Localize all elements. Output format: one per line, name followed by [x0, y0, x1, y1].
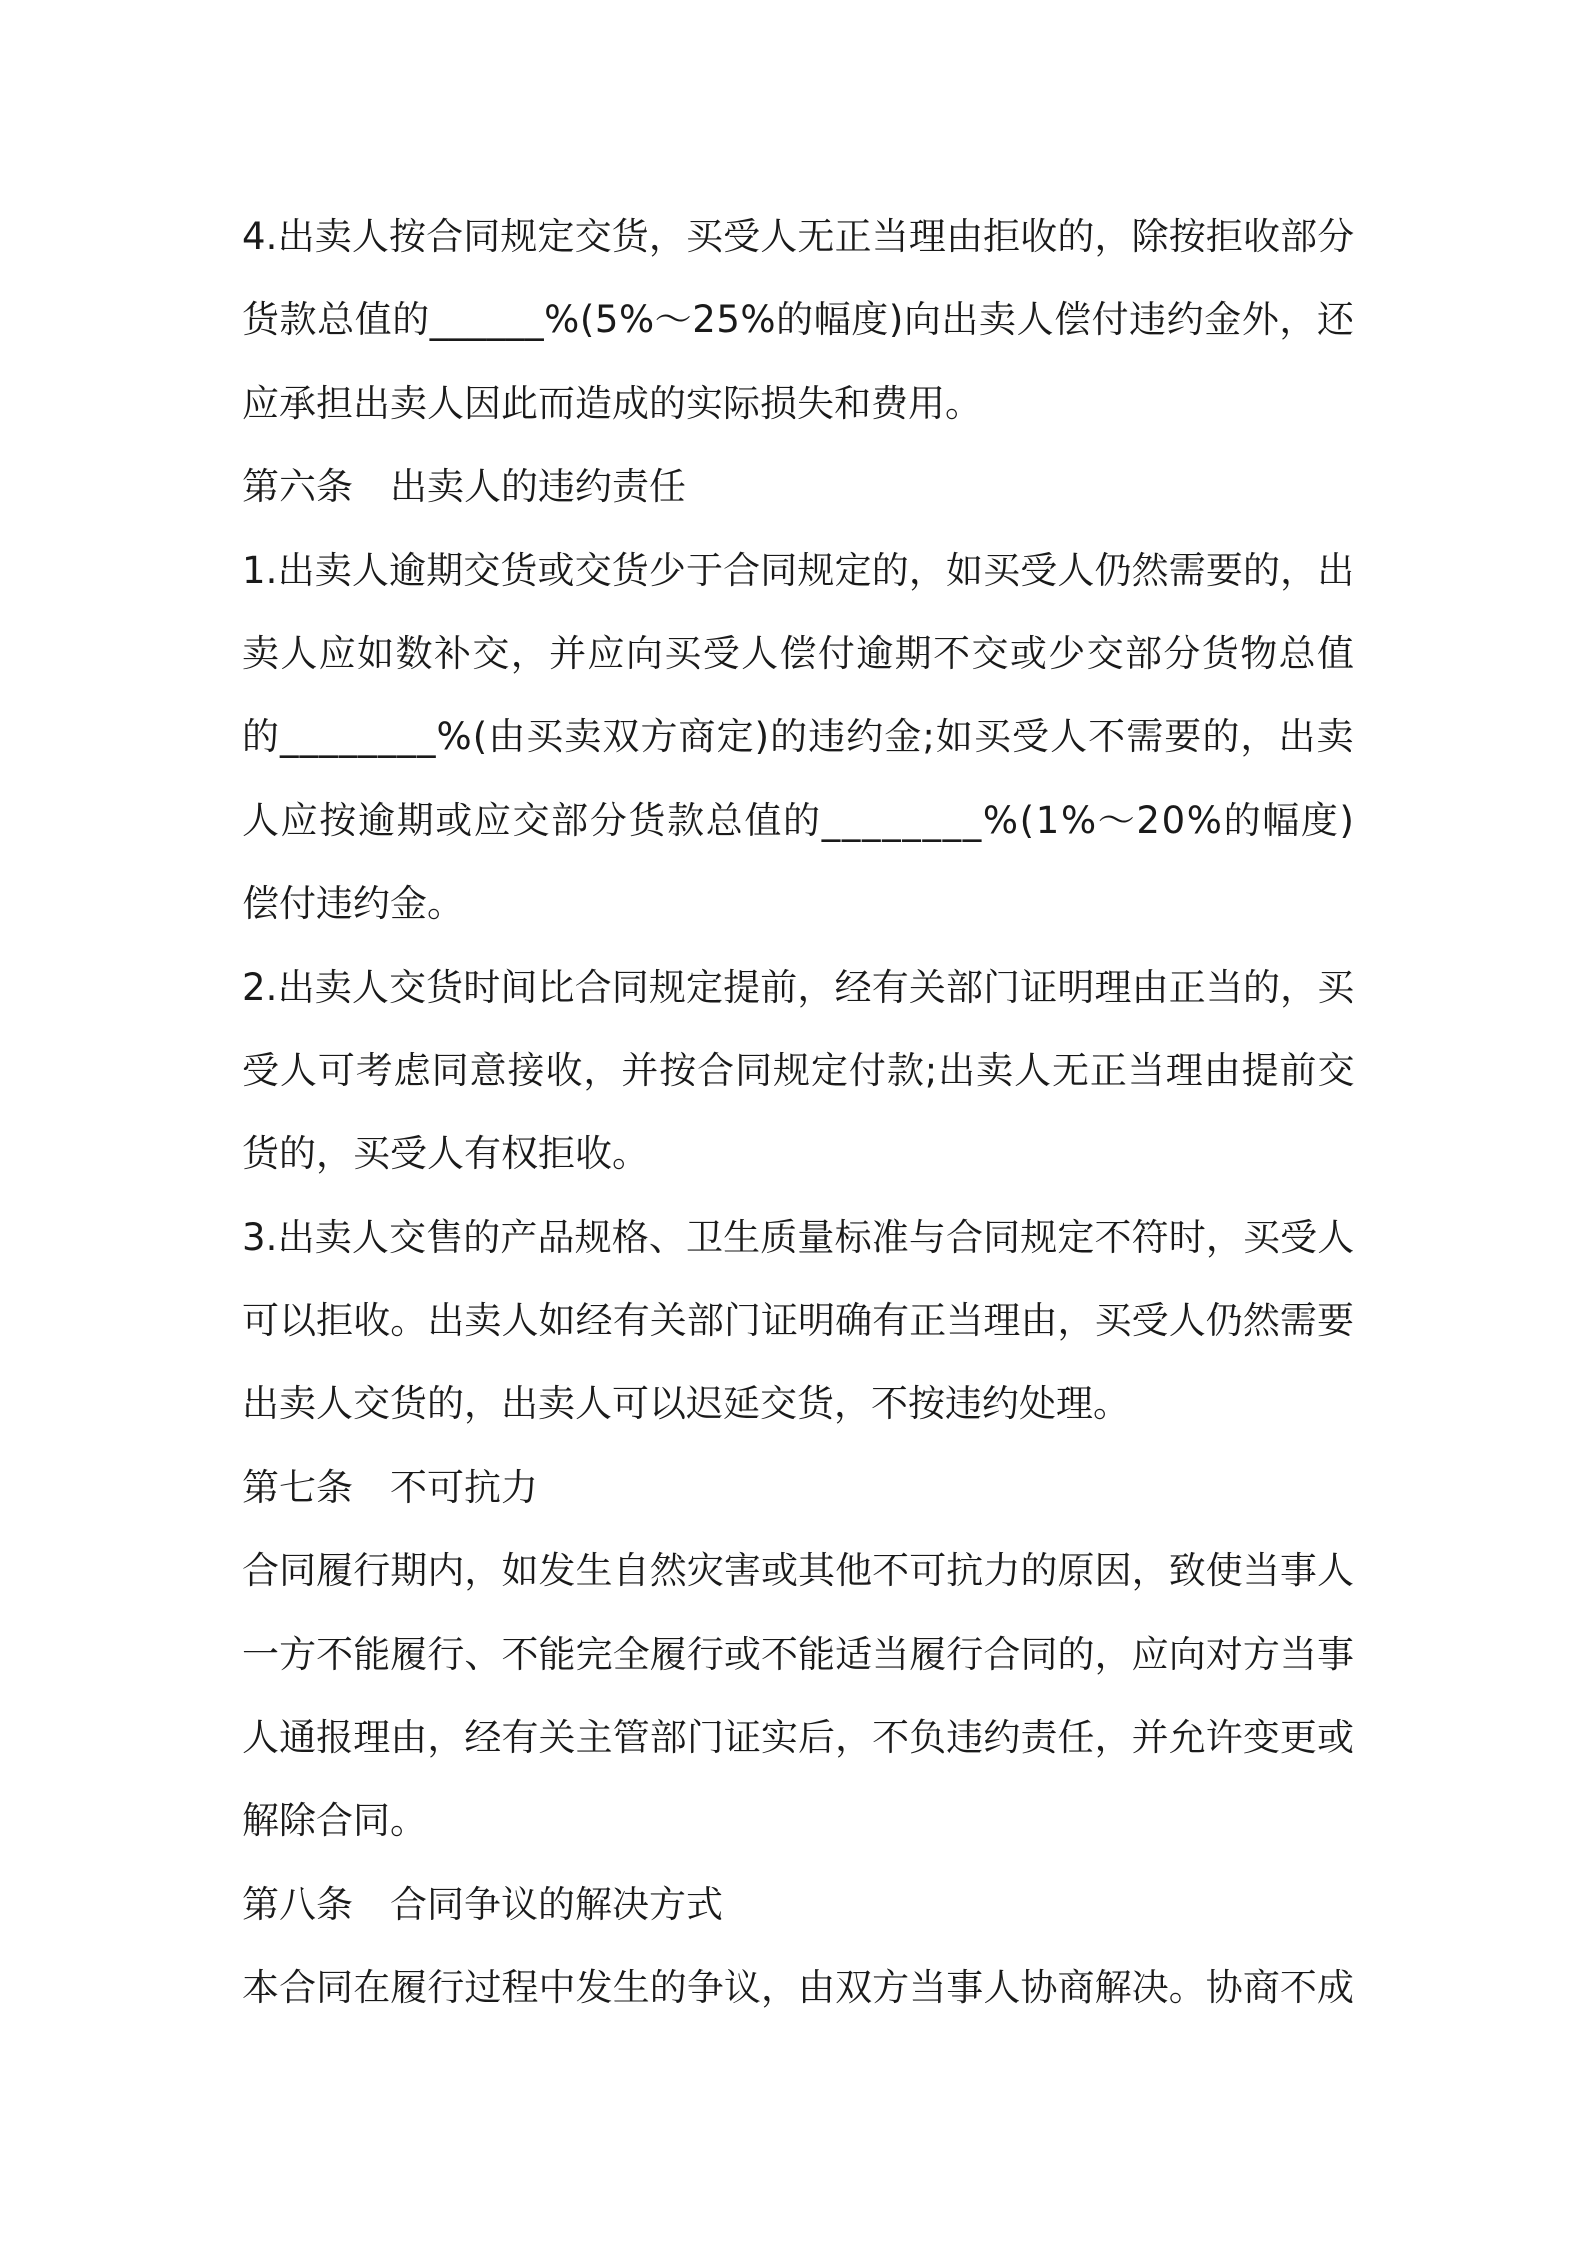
paragraph-line: 货的，买受人有权拒收。 — [242, 1132, 649, 1176]
paragraph-line: 2.出卖人交货时间比合同规定提前，经有关部门证明理由正当的，买 — [242, 965, 1355, 1009]
paragraph-line: 4.出卖人按合同规定交货，买受人无正当理由拒收的，除按拒收部分 — [242, 215, 1355, 258]
paragraph-line: 人通报理由，经有关主管部门证实后，不负违约责任，并允许变更或 — [242, 1716, 1355, 1760]
paragraph-line: 合同履行期内，如发生自然灾害或其他不可抗力的原因，致使当事人 — [242, 1549, 1355, 1593]
paragraph-line: 可以拒收。出卖人如经有关部门证明确有正当理由，买受人仍然需要 — [242, 1299, 1355, 1343]
paragraph-line: 解除合同。 — [242, 1799, 427, 1843]
paragraph-line: 货款总值的______%(5%～25%的幅度)向出卖人偿付违约金外，还 — [242, 298, 1355, 342]
article-heading-8: 第八条 合同争议的解决方式 — [242, 1882, 723, 1926]
paragraph-line: 一方不能履行、不能完全履行或不能适当履行合同的，应向对方当事 — [242, 1632, 1355, 1676]
article-heading-6: 第六条 出卖人的违约责任 — [242, 465, 686, 509]
article-heading-7: 第七条 不可抗力 — [242, 1465, 538, 1509]
paragraph-line: 1.出卖人逾期交货或交货少于合同规定的，如买受人仍然需要的，出 — [242, 548, 1355, 592]
paragraph-line: 3.出卖人交售的产品规格、卫生质量标准与合同规定不符时，买受人 — [242, 1215, 1355, 1259]
paragraph-line: 的________%(由买卖双方商定)的违约金;如买受人不需要的，出卖 — [242, 715, 1355, 759]
paragraph-line: 应承担出卖人因此而造成的实际损失和费用。 — [242, 381, 982, 425]
paragraph-line: 出卖人交货的，出卖人可以迟延交货，不按违约处理。 — [242, 1382, 1130, 1426]
paragraph-line: 卖人应如数补交，并应向买受人偿付逾期不交或少交部分货物总值 — [242, 631, 1356, 675]
paragraph-line: 本合同在履行过程中发生的争议，由双方当事人协商解决。协商不成 — [242, 1966, 1355, 2010]
contract-text — [242, 195, 1354, 2030]
paragraph-line: 偿付违约金。 — [242, 882, 464, 926]
paragraph-line: 受人可考虑同意接收，并按合同规定付款;出卖人无正当理由提前交 — [242, 1048, 1356, 1092]
paragraph-line: 人应按逾期或应交部分货款总值的________%(1%～20%的幅度) — [242, 798, 1356, 842]
